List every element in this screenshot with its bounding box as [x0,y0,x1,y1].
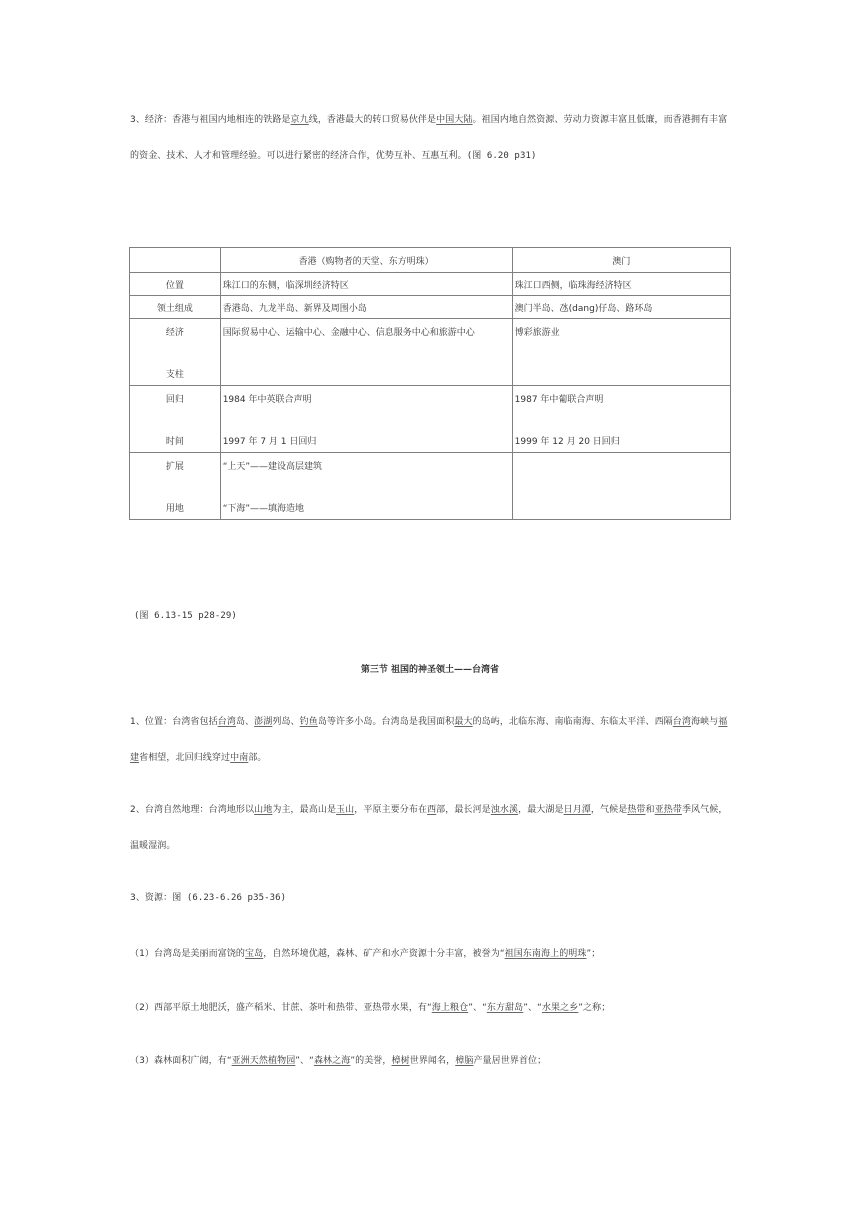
answer-blank: 浊水溪 [490,805,519,815]
text: 部。 [248,753,267,763]
row-label-line: 时间 [165,437,184,447]
cell-line: 1984 年中英联合声明 [222,395,312,405]
text: 岛等许多小岛。台湾岛是我国面积 [317,717,455,727]
table-cell [512,386,730,453]
text: ”、“ [523,1003,542,1013]
text: ，最大湖是 [518,805,564,815]
answer-blank: 亚热带 [654,805,682,815]
figure-reference: (图 6.13-15 p28-29) [134,611,237,621]
table-row [130,319,731,386]
text: 产量居世界首位； [473,1056,547,1066]
table-header-cell: 澳门 [512,248,730,273]
resource-item-2 [130,990,730,1026]
cell-line: 国际贸易中心、运输中心、金融中心、信息服务中心和旅游中心 [222,328,475,338]
figure-reference: (图 6.20 p31) [466,151,537,161]
location-paragraph [130,704,730,776]
row-label [130,319,221,386]
text: 3、资源： [130,893,173,903]
text: 列岛、 [272,717,300,727]
answer-blank: 森林之海 [313,1056,351,1066]
table-cell [512,453,730,520]
text: 海峡与 [690,717,719,727]
table-cell: 澳门半岛、氹(dang)仔岛、路环岛 [512,296,730,319]
text: 省相望，北回归线穿过 [139,753,231,763]
answer-blank: 樟树 [391,1056,410,1066]
row-label: 位置 [130,273,221,296]
text: ，平原主要分布在 [354,805,428,815]
table-cell [220,319,512,386]
text: 的岛屿，北临东海、南临南海、东临太平洋、西隔 [472,717,673,727]
cell-line: “下海”——填海造地 [222,504,305,514]
text: （3）森林面积广阔，有“ [130,1056,232,1066]
answer-blank: 玉山 [336,805,355,815]
text: 线，香港最大的转口贸易伙伴是 [308,115,437,125]
table-header-cell: 香港（购物者的天堂、东方明珠） [220,248,512,273]
text: （2）西部平原土地肥沃，盛产稻米、甘蔗、茶叶和热带、亚热带水果，有“ [130,1003,432,1013]
answer-blank: 台湾 [217,717,236,727]
answer-blank: 热带 [627,805,646,815]
cell-line: 博彩旅游业 [514,328,560,338]
section-title: 第三节 祖国的神圣领土——台湾省 [360,665,500,675]
text: 3、经济：香港与祖国内地相连的铁路是 [130,115,291,125]
text: 1、位置：台湾省包括 [130,717,218,727]
text: 为主，最高山是 [272,805,337,815]
answer-blank: 海上粮仓 [431,1003,469,1013]
text: 世界闻名， [409,1056,456,1066]
table-row [130,273,731,296]
row-label-line: 扩展 [165,462,184,472]
table-row [130,386,731,453]
answer-blank: 京九 [290,115,309,125]
answer-blank: 亚洲天然植物园 [231,1056,296,1066]
row-label-line: 经济 [165,328,184,338]
cell-line: 1987 年中葡联合声明 [514,395,604,405]
answer-blank: 日月潭 [563,805,591,815]
geography-paragraph [130,792,730,864]
answer-blank: 台湾 [672,717,691,727]
resource-item-3 [130,1043,730,1079]
answer-blank: 澎湖 [254,717,273,727]
answer-blank: 山地 [254,805,273,815]
economy-paragraph [130,102,730,174]
answer-blank: 水果之乡 [541,1003,579,1013]
figure-reference: 图 (6.23-6.26 p35-36) [172,893,287,903]
table-row [130,453,731,520]
text: 季风气候，温暖湿润。 [130,805,728,851]
text: 和 [645,805,655,815]
text: （1）台湾岛是美丽而富饶的 [130,949,246,959]
answer-blank: 祖国东南海上的明珠 [504,949,587,959]
resources-heading [130,880,730,916]
table-header-cell [130,248,221,273]
row-label-line: 支柱 [165,370,184,380]
row-label [130,453,221,520]
cell-line: “上天”——建设高层建筑 [222,462,323,472]
text: 。祖国内地自然资源、劳动力资源丰富且低廉，而香港拥有丰富的资金、技术、人才和管理经验。可以进行紧密的经济合作，优势互补、互惠互利。 [130,115,728,161]
text: ”； [586,949,601,959]
answer-blank: 中国大陆 [436,115,473,125]
cell-line: 1999 年 12 月 20 日回归 [514,437,620,447]
answer-blank: 樟脑 [455,1056,474,1066]
table-cell [220,386,512,453]
row-label: 领土组成 [130,296,221,319]
table-cell: 珠江口的东侧，临深圳经济特区 [220,273,512,296]
resource-item-1 [130,936,730,972]
answer-blank: 西 [427,805,437,815]
text: 2、台湾自然地理：台湾地形以 [130,805,255,815]
text: ”、“ [295,1056,314,1066]
text: ”之称； [578,1003,611,1013]
table-header-row [130,248,731,273]
row-label [130,386,221,453]
answer-blank: 钓鱼 [299,717,318,727]
answer-blank: 宝岛 [245,949,264,959]
text: ，气候是 [590,805,628,815]
answer-blank: 最大 [454,717,473,727]
text: ”、“ [468,1003,487,1013]
table-cell: 珠江口西侧，临珠海经济特区 [512,273,730,296]
cell-line: 1997 年 7 月 1 日回归 [222,437,317,447]
answer-blank: 中南 [230,753,249,763]
text: ”的美誉， [350,1056,392,1066]
hk-macau-comparison-table [129,247,731,520]
row-label-line: 回归 [165,395,184,405]
table-cell [220,453,512,520]
table-cell [512,319,730,386]
answer-blank: 福建 [130,717,728,763]
text: 岛、 [235,717,255,727]
answer-blank: 东方甜岛 [486,1003,524,1013]
table-cell: 香港岛、九龙半岛、新界及周围小岛 [220,296,512,319]
text: 部，最长河是 [436,805,491,815]
table-row [130,296,731,319]
text: ，自然环境优越，森林、矿产和水产资源十分丰富，被誉为“ [263,949,505,959]
row-label-line: 用地 [165,504,184,514]
